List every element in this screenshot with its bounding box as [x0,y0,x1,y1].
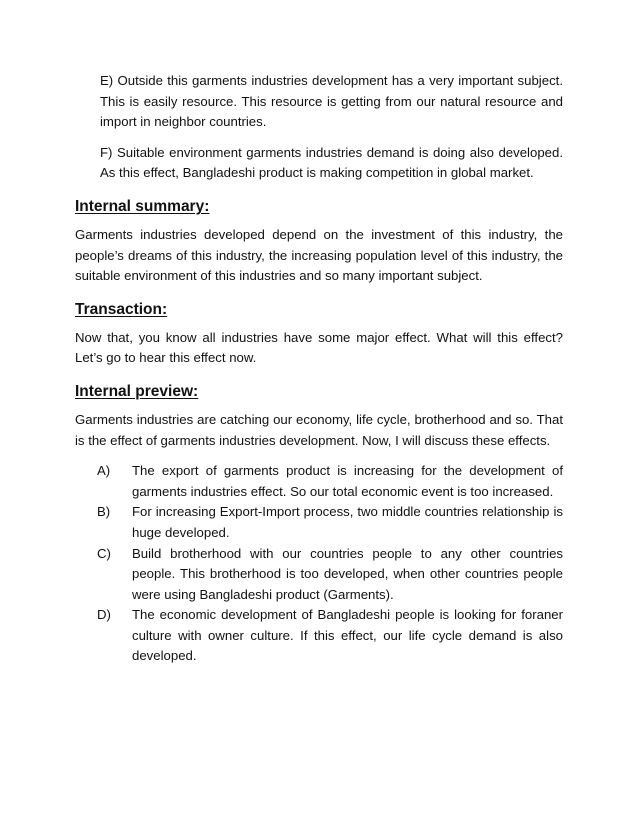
internal-summary-body: Garments industries developed depend on the investment of this industry, the people’s dreams of this industry, the increasing population level of this industry, the suitable environment of this industries and so many important subject. [75,226,563,284]
paragraph-e: E) Outside this garments industries development has a very important subject. This is easily resource. This resource is getting from our natural resource and import in neighbor countries. [100,73,563,130]
list-item-text: The export of garments product is increasing for the development of garments industries effect. So our total economic event is too increased. [132,463,563,499]
list-marker: B) [97,504,111,520]
list-item-text: Build brotherhood with our countries people to any other countries people. This brotherhood is too developed, when other countries people were using Bangladeshi product (Garments). [132,545,563,602]
internal-preview-body: Garments industries are catching our economy, life cycle, brotherhood and so. That is the effect of garments industries development. Now, I will discuss these effects. [75,411,563,448]
list-item-text: The economic development of Bangladeshi people is looking for foraner culture with owner culture. If this effect, our life cycle demand is also developed. [132,607,563,664]
internal-summary-heading: Internal summary: [75,197,210,215]
list-item [97,544,563,606]
document-content [75,71,563,667]
list-marker: A) [97,463,111,479]
internal-preview-heading: Internal preview: [75,382,199,400]
list-marker: D) [97,607,111,623]
transaction-body: Now that, you know all industries have some major effect. What will this effect? Let’s go to hear this effect now. [75,329,563,366]
list-item-text: For increasing Export-Import process, two middle countries relationship is huge developed. [132,504,563,540]
list-item [97,605,563,667]
paragraph-f: F) Suitable environment garments industries demand is doing also developed. As this effect, Bangladeshi product is making competition in global market. [100,144,563,181]
list-item [97,461,563,502]
list-item [97,502,563,543]
list-marker: C) [97,545,111,561]
transaction-heading: Transaction: [75,300,168,318]
effects-list [97,461,563,667]
